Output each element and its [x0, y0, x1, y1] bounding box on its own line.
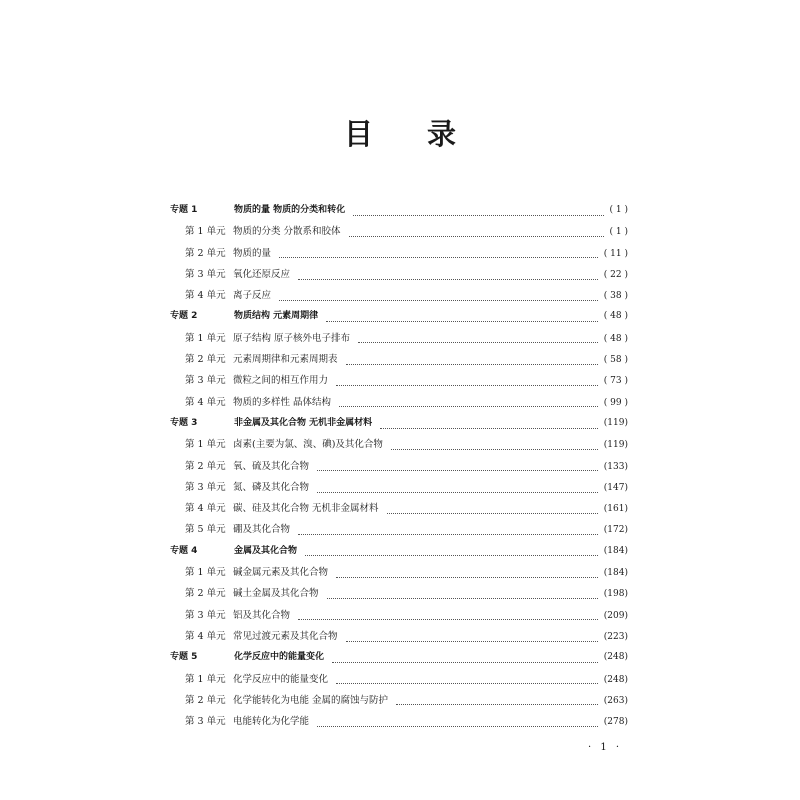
toc-entry-page: (119) [603, 440, 628, 451]
toc-entry-title: 碳、硅及其化合物 无机非金属材料 [233, 503, 379, 515]
toc-entry-page: ( 48 ) [603, 333, 628, 344]
toc-entry-page: ( 11 ) [603, 248, 628, 259]
toc-unit-row [170, 585, 628, 606]
toc-entry-title: 物质的量 [233, 247, 272, 259]
toc-unit-row [170, 692, 628, 713]
toc-entry-title: 常见过渡元素及其化合物 [233, 630, 338, 642]
toc-topic-row [170, 415, 628, 436]
toc-entry-title: 微粒之间的相互作用力 [233, 375, 329, 387]
toc-unit-row [170, 245, 628, 266]
toc-topic-row [170, 202, 628, 223]
dot-leader [327, 597, 598, 599]
toc-entry-page: ( 73 ) [603, 376, 628, 387]
toc-entry-title: 氧、硫及其化合物 [233, 460, 310, 472]
dot-leader [298, 278, 598, 280]
toc-entry-title: 离子反应 [233, 290, 272, 302]
dot-leader [317, 491, 598, 493]
dot-leader [305, 554, 598, 556]
dot-leader [396, 703, 598, 705]
dot-leader [326, 320, 598, 322]
toc-entry-title: 非金属及其化合物 无机非金属材料 [234, 417, 373, 428]
toc-entry-page: (248) [603, 652, 628, 663]
dot-leader [358, 341, 598, 343]
dot-leader [339, 405, 598, 407]
toc-unit-row [170, 330, 628, 351]
dot-leader [346, 363, 598, 365]
dot-leader [349, 235, 604, 237]
dot-leader [279, 256, 598, 258]
toc-unit-row [170, 287, 628, 308]
dot-leader [346, 640, 598, 642]
dot-leader [298, 533, 598, 535]
toc-entry-number: 第 2 单元 [185, 354, 226, 366]
toc-entry-title: 铝及其化合物 [233, 609, 291, 621]
toc-entry-page: ( 22 ) [603, 269, 628, 280]
dot-leader [317, 725, 598, 727]
toc-entry-page: (198) [603, 589, 628, 600]
toc-entry-number: 第 3 单元 [185, 609, 226, 621]
toc-entry-title: 化学反应中的能量变化 [233, 673, 329, 685]
toc-entry-number: 第 1 单元 [185, 439, 226, 451]
toc-entry-number: 第 2 单元 [185, 460, 226, 472]
toc-entry-title: 碱金属元素及其化合物 [233, 567, 329, 579]
toc-entry-page: (133) [603, 461, 628, 472]
toc-entry-page: (278) [603, 717, 628, 728]
toc-entry-number: 第 3 单元 [185, 268, 226, 280]
toc-entry-page: ( 1 ) [609, 227, 628, 238]
toc-unit-row [170, 671, 628, 692]
toc-entry-page: (119) [603, 417, 628, 428]
toc-entry-number: 第 1 单元 [185, 567, 226, 579]
dot-leader [298, 618, 598, 620]
toc-unit-row [170, 628, 628, 649]
toc-entry-number: 第 4 单元 [185, 630, 226, 642]
dot-leader [332, 661, 598, 663]
toc-entry-title: 物质的多样性 晶体结构 [233, 396, 332, 408]
toc-entry-number: 第 3 单元 [185, 375, 226, 387]
toc-unit-row [170, 521, 628, 542]
toc-entry-page: ( 48 ) [603, 311, 628, 322]
toc-entry-number: 第 1 单元 [185, 226, 226, 238]
toc-entry-page: ( 99 ) [603, 397, 628, 408]
toc-entry-page: (248) [603, 674, 628, 685]
toc-entry-page: (209) [603, 610, 628, 621]
toc-entry-page: (184) [603, 568, 628, 579]
toc-entry-page: (223) [603, 631, 628, 642]
page-title: 目 录 [343, 117, 479, 151]
dot-leader [279, 299, 598, 301]
toc-unit-row [170, 713, 628, 734]
toc-unit-row [170, 607, 628, 628]
toc-entry-title: 卤素(主要为氯、溴、碘)及其化合物 [233, 439, 383, 451]
dot-leader [391, 448, 598, 450]
toc-unit-row [170, 479, 628, 500]
toc-entry-number: 第 3 单元 [185, 481, 226, 493]
toc-entry-number: 专题 2 [170, 311, 198, 322]
page-number: · 1 · [588, 742, 623, 753]
dot-leader [336, 682, 598, 684]
toc-entry-number: 第 4 单元 [185, 503, 226, 515]
table-of-contents [170, 202, 628, 734]
toc-entry-number: 第 2 单元 [185, 247, 226, 259]
toc-entry-number: 第 2 单元 [185, 588, 226, 600]
toc-entry-title: 化学反应中的能量变化 [234, 652, 325, 663]
toc-entry-title: 氧化还原反应 [233, 268, 291, 280]
toc-entry-number: 第 2 单元 [185, 694, 226, 706]
toc-unit-row [170, 266, 628, 287]
dot-leader [336, 384, 598, 386]
toc-entry-title: 元素周期律和元素周期表 [233, 354, 338, 366]
toc-entry-title: 电能转化为化学能 [233, 716, 310, 728]
toc-entry-title: 碱土金属及其化合物 [233, 588, 319, 600]
toc-unit-row [170, 458, 628, 479]
toc-entry-page: (263) [603, 695, 628, 706]
toc-entry-page: ( 58 ) [603, 355, 628, 366]
toc-entry-title: 硼及其化合物 [233, 524, 291, 536]
dot-leader [387, 512, 598, 514]
toc-entry-title: 物质的分类 分散系和胶体 [233, 226, 341, 238]
toc-entry-number: 专题 1 [170, 205, 198, 215]
toc-unit-row [170, 223, 628, 244]
toc-unit-row [170, 351, 628, 372]
toc-entry-title: 物质的量 物质的分类和转化 [234, 205, 346, 215]
toc-entry-title: 原子结构 原子核外电子排布 [233, 332, 351, 344]
toc-entry-page: (161) [603, 504, 628, 515]
toc-unit-row [170, 372, 628, 393]
toc-entry-number: 第 4 单元 [185, 396, 226, 408]
toc-entry-number: 第 3 单元 [185, 716, 226, 728]
toc-entry-page: (172) [603, 525, 628, 536]
toc-entry-title: 金属及其化合物 [234, 545, 298, 556]
toc-entry-title: 化学能转化为电能 金属的腐蚀与防护 [233, 694, 389, 706]
toc-unit-row [170, 436, 628, 457]
toc-entry-number: 第 1 单元 [185, 673, 226, 685]
toc-topic-row [170, 543, 628, 564]
toc-entry-page: (147) [603, 482, 628, 493]
toc-entry-number: 第 5 单元 [185, 524, 226, 536]
toc-entry-page: (184) [603, 545, 628, 556]
toc-topic-row [170, 649, 628, 670]
toc-entry-number: 专题 3 [170, 417, 198, 428]
toc-entry-page: ( 38 ) [603, 291, 628, 302]
dot-leader [380, 427, 598, 429]
toc-entry-number: 第 4 单元 [185, 290, 226, 302]
dot-leader [336, 576, 598, 578]
toc-entry-number: 专题 5 [170, 652, 198, 663]
toc-unit-row [170, 394, 628, 415]
toc-entry-number: 专题 4 [170, 545, 198, 556]
toc-unit-row [170, 500, 628, 521]
toc-entry-title: 氮、磷及其化合物 [233, 481, 310, 493]
toc-entry-page: ( 1 ) [609, 205, 628, 215]
dot-leader [353, 214, 603, 216]
toc-unit-row [170, 564, 628, 585]
toc-entry-number: 第 1 单元 [185, 332, 226, 344]
dot-leader [317, 469, 598, 471]
toc-topic-row [170, 308, 628, 329]
toc-entry-title: 物质结构 元素周期律 [234, 311, 319, 322]
